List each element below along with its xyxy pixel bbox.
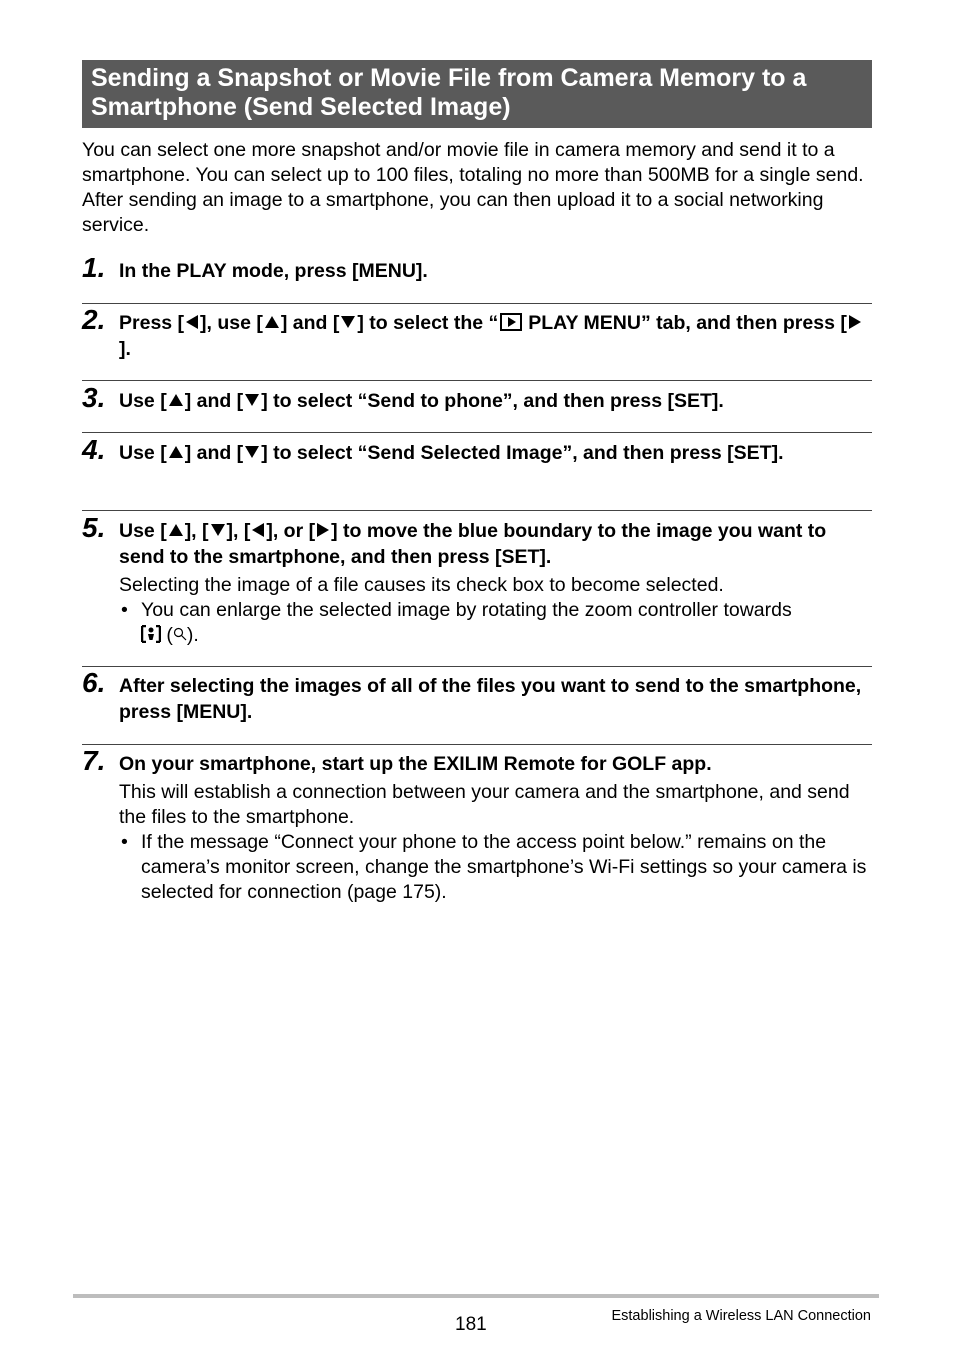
divider xyxy=(82,432,872,433)
step-3 xyxy=(82,382,872,414)
step-1 xyxy=(82,252,872,284)
down-arrow-icon xyxy=(245,446,259,458)
step-7 xyxy=(82,745,872,905)
step-instruction: After selecting the images of all of the files you want to send to the smartphone, press [MENU]. xyxy=(119,675,862,723)
divider xyxy=(82,666,872,667)
divider xyxy=(82,303,872,304)
play-menu-icon xyxy=(500,313,522,331)
step-instruction: In the PLAY mode, press [MENU]. xyxy=(119,260,428,282)
section-title-line1: Sending a Snapshot or Movie File from Camera Memory to a xyxy=(91,64,807,92)
bullet-mark: • xyxy=(121,599,128,621)
bullet-mark: • xyxy=(121,831,128,853)
divider xyxy=(82,380,872,381)
right-arrow-icon xyxy=(849,315,861,329)
step-instruction: On your smartphone, start up the EXILIM Remote for GOLF app. xyxy=(119,753,712,775)
step-number: 6. xyxy=(82,667,106,698)
right-arrow-icon xyxy=(317,523,329,537)
section-title-line2: Smartphone (Send Selected Image) xyxy=(91,93,511,121)
section-title xyxy=(82,60,872,128)
step-instruction: Use [ ] and [ ] to select “Send to phone”, and then press [SET]. xyxy=(119,390,724,412)
step-6 xyxy=(82,667,872,725)
down-arrow-icon xyxy=(245,394,259,406)
up-arrow-icon xyxy=(265,316,279,328)
step-2 xyxy=(82,304,872,362)
step-instruction: Use [ ] and [ ] to select “Send Selected Image”, and then press [SET]. xyxy=(119,442,784,464)
footer-section-title: Establishing a Wireless LAN Connection xyxy=(611,1308,871,1324)
step-5 xyxy=(82,512,872,648)
page-number: 181 xyxy=(455,1314,487,1335)
divider xyxy=(82,744,872,745)
step-instruction: Press [ ], use [ ] and [ ] to select the “ PLAY MENU” tab, and then press []. xyxy=(119,310,872,362)
divider xyxy=(82,510,872,511)
down-arrow-icon xyxy=(211,524,225,536)
up-arrow-icon xyxy=(169,394,183,406)
zoom-telephoto-icon xyxy=(141,625,161,643)
intro-paragraph: You can select one more snapshot and/or movie file in camera memory and send it to a smartphone. You can select up to 100 files, totaling no more than 500MB for a single send. After sending an image to a smartphone, you can then upload it to a social networking service. xyxy=(82,139,864,236)
step-number: 3. xyxy=(82,382,106,413)
step-4 xyxy=(82,434,872,466)
step-note: This will establish a connection between your camera and the smartphone, and send the files to the smartphone. xyxy=(119,781,850,828)
down-arrow-icon xyxy=(341,316,355,328)
step-number: 7. xyxy=(82,745,106,776)
step-note: Selecting the image of a file causes its check box to become selected. xyxy=(119,574,724,596)
step-bullet: • You can enlarge the selected image by rotating the zoom controller towards ( ). xyxy=(121,599,792,646)
step-number: 4. xyxy=(82,434,106,465)
up-arrow-icon xyxy=(169,524,183,536)
left-arrow-icon xyxy=(252,523,264,537)
step-bullet: • If the message “Connect your phone to the access point below.” remains on the camera’s monitor screen, change the smartphone’s Wi-Fi settings so your camera is selected for connection (page 175). xyxy=(121,831,867,903)
step-instruction: Use [ ], [ ], [ ], or [ ] to move the blue boundary to the image you want to send to the smartphone, and then press [SET]. xyxy=(119,520,827,568)
magnify-icon xyxy=(173,627,187,641)
footer-divider xyxy=(73,1294,879,1298)
step-number: 5. xyxy=(82,512,106,543)
step-number: 1. xyxy=(82,252,106,283)
step-number: 2. xyxy=(82,304,106,335)
up-arrow-icon xyxy=(169,446,183,458)
left-arrow-icon xyxy=(186,315,198,329)
